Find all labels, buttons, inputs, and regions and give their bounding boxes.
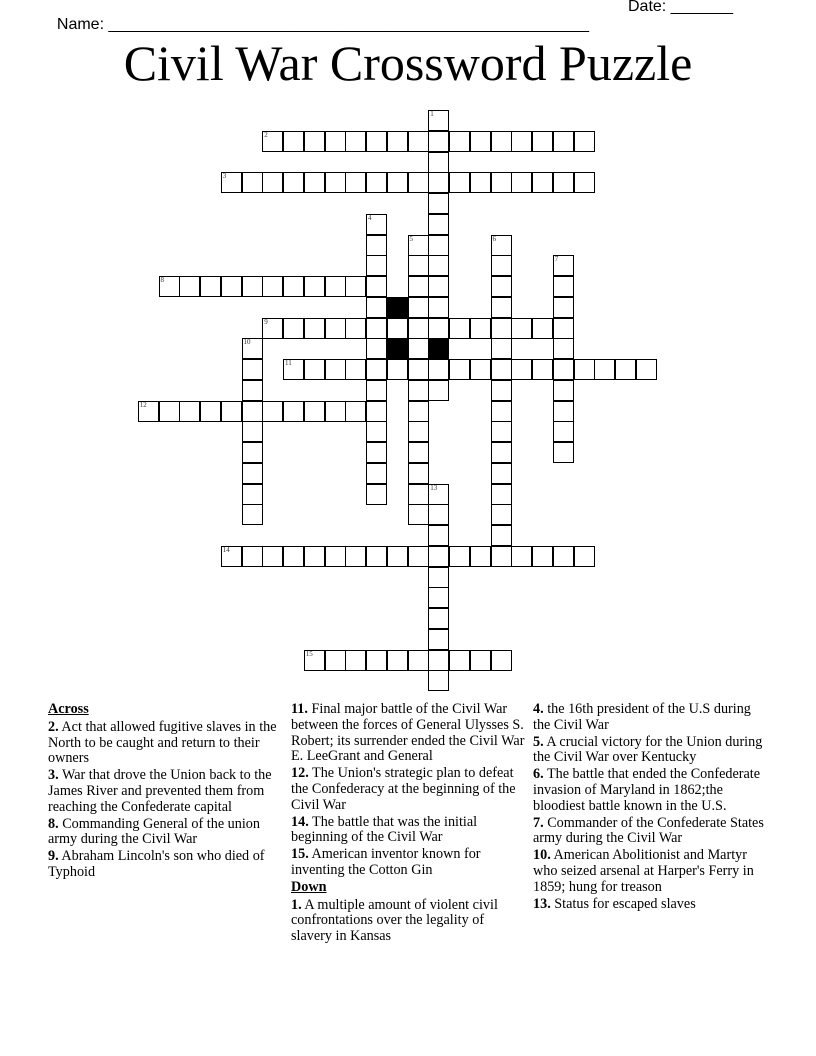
grid-cell[interactable] <box>574 359 595 380</box>
cell-number: 7 <box>554 255 559 264</box>
grid-cell[interactable] <box>491 421 512 442</box>
grid-cell[interactable] <box>511 359 532 380</box>
grid-cell[interactable] <box>283 359 304 380</box>
grid-cell[interactable] <box>366 338 387 359</box>
grid-cell[interactable] <box>553 421 574 442</box>
grid-cell[interactable] <box>408 421 429 442</box>
clues-column-3 <box>533 702 769 913</box>
grid-cell[interactable] <box>511 318 532 339</box>
grid-cell[interactable] <box>366 172 387 193</box>
grid-cell[interactable] <box>553 338 574 359</box>
clues-column-1 <box>48 702 284 882</box>
grid-cell[interactable] <box>408 359 429 380</box>
grid-cell[interactable] <box>387 131 408 152</box>
grid-cell[interactable] <box>304 318 325 339</box>
grid-cell[interactable] <box>221 276 242 297</box>
grid-cell[interactable] <box>387 546 408 567</box>
grid-cell[interactable] <box>366 214 387 235</box>
grid-cell[interactable] <box>408 380 429 401</box>
clue-across-8: 8. Commanding General of the union army during the Civil War <box>48 815 260 848</box>
grid-cell[interactable] <box>408 463 429 484</box>
grid-cell[interactable] <box>366 359 387 380</box>
grid-cell[interactable] <box>325 276 346 297</box>
grid-cell[interactable] <box>387 318 408 339</box>
grid-cell[interactable] <box>491 525 512 546</box>
grid-cell[interactable] <box>345 359 366 380</box>
grid-cell[interactable] <box>408 172 429 193</box>
grid-cell[interactable] <box>428 318 449 339</box>
grid-cell[interactable] <box>408 401 429 422</box>
grid-cell[interactable] <box>553 380 574 401</box>
grid-cell[interactable] <box>242 172 263 193</box>
grid-cell[interactable] <box>179 276 200 297</box>
cell-number: 13 <box>430 483 438 492</box>
grid-cell[interactable] <box>345 318 366 339</box>
grid-cell[interactable] <box>200 401 221 422</box>
grid-cell[interactable] <box>553 359 574 380</box>
grid-cell[interactable] <box>428 110 449 131</box>
grid-cell[interactable] <box>470 172 491 193</box>
grid-cell[interactable] <box>428 525 449 546</box>
grid-cell[interactable] <box>408 338 429 359</box>
cell-number: 10 <box>243 338 251 347</box>
name-field[interactable]: Name: ______________________________________________________ <box>56 16 589 33</box>
grid-cell[interactable] <box>428 380 449 401</box>
grid-cell[interactable] <box>449 650 470 671</box>
grid-cell[interactable] <box>532 359 553 380</box>
grid-cell[interactable] <box>408 276 429 297</box>
grid-cell[interactable] <box>366 484 387 505</box>
clue-across-15: 15. American inventor known for inventing the Cotton Gin <box>291 846 481 878</box>
grid-cell[interactable] <box>221 546 242 567</box>
grid-cell[interactable] <box>325 131 346 152</box>
grid-cell[interactable] <box>428 670 449 691</box>
grid-cell[interactable] <box>491 255 512 276</box>
grid-cell[interactable] <box>428 297 449 318</box>
grid-cell[interactable] <box>470 318 491 339</box>
grid-cell[interactable] <box>366 442 387 463</box>
grid-cell[interactable] <box>470 131 491 152</box>
cell-number: 3 <box>222 172 227 181</box>
black-cell <box>428 338 449 359</box>
grid-cell[interactable] <box>262 401 283 422</box>
grid-cell[interactable] <box>408 484 429 505</box>
grid-cell[interactable] <box>325 318 346 339</box>
cell-number: 12 <box>139 400 147 409</box>
grid-cell[interactable] <box>242 442 263 463</box>
grid-cell[interactable] <box>470 546 491 567</box>
grid-cell[interactable] <box>179 401 200 422</box>
grid-cell[interactable] <box>138 401 159 422</box>
cell-number: 11 <box>285 359 292 367</box>
grid-cell[interactable] <box>449 546 470 567</box>
grid-cell[interactable] <box>159 276 180 297</box>
puzzle-title: Civil War Crossword Puzzle <box>123 35 693 91</box>
grid-cell[interactable] <box>491 131 512 152</box>
grid-cell[interactable] <box>283 318 304 339</box>
grid-cell[interactable] <box>242 338 263 359</box>
grid-cell[interactable] <box>511 546 532 567</box>
grid-cell[interactable] <box>408 546 429 567</box>
grid-cell[interactable] <box>553 442 574 463</box>
grid-cell[interactable] <box>325 546 346 567</box>
grid-cell[interactable] <box>304 131 325 152</box>
grid-cell[interactable] <box>242 380 263 401</box>
grid-cell[interactable] <box>283 546 304 567</box>
cell-number: 5 <box>409 234 413 243</box>
across-heading: Across <box>48 701 89 717</box>
grid-cell[interactable] <box>242 504 263 525</box>
grid-cell[interactable] <box>574 172 595 193</box>
grid-cell[interactable] <box>491 359 512 380</box>
cell-number: 14 <box>222 545 230 554</box>
grid-cell[interactable] <box>366 131 387 152</box>
grid-cell[interactable] <box>428 193 449 214</box>
grid-cell[interactable] <box>325 172 346 193</box>
clue-across-3: 3. War that drove the Union back to the James River and prevented them from reaching the Confederate capital <box>48 767 272 815</box>
grid-cell[interactable] <box>470 650 491 671</box>
clue-across-11: 11. Final major battle of the Civil War between the forces of General Ulysses S. Robert; its surrender ended the Civil War E. LeeGrant and General <box>291 701 525 765</box>
clue-across-14: 14. The battle that was the initial beginning of the Civil War <box>291 813 478 846</box>
cell-number: 8 <box>160 276 164 284</box>
grid-cell[interactable] <box>408 235 429 256</box>
grid-cell[interactable] <box>428 359 449 380</box>
grid-cell[interactable] <box>553 318 574 339</box>
grid-cell[interactable] <box>491 650 512 671</box>
clue-down-1: 1. A multiple amount of violent civil confrontations over the legality of slavery in Kansas <box>291 896 498 945</box>
grid-cell[interactable] <box>366 276 387 297</box>
grid-cell[interactable] <box>511 172 532 193</box>
grid-cell[interactable] <box>345 546 366 567</box>
grid-cell[interactable] <box>553 276 574 297</box>
grid-cell[interactable] <box>325 359 346 380</box>
grid-cell[interactable] <box>366 650 387 671</box>
grid-cell[interactable] <box>408 442 429 463</box>
grid-cell[interactable] <box>283 401 304 422</box>
grid-cell[interactable] <box>242 463 263 484</box>
grid-cell[interactable] <box>366 235 387 256</box>
grid-cell[interactable] <box>428 276 449 297</box>
grid-cell[interactable] <box>387 650 408 671</box>
clue-down-6: 6. The battle that ended the Confederate invasion of Maryland in 1862;the bloodiest battle known in the U.S. <box>533 766 761 814</box>
grid-cell[interactable] <box>408 131 429 152</box>
cell-number: 1 <box>430 110 434 118</box>
grid-cell[interactable] <box>532 172 553 193</box>
grid-cell[interactable] <box>449 172 470 193</box>
cell-number: 2 <box>264 130 268 139</box>
grid-cell[interactable] <box>366 297 387 318</box>
grid-cell[interactable] <box>262 276 283 297</box>
down-heading: Down <box>291 878 327 895</box>
date-field[interactable]: Date: _______ <box>628 0 733 15</box>
grid-cell[interactable] <box>242 276 263 297</box>
grid-cell[interactable] <box>428 152 449 173</box>
grid-cell[interactable] <box>408 504 429 525</box>
grid-cell[interactable] <box>366 463 387 484</box>
clue-across-12: 12. The Union's strategic plan to defeat the Confederacy at the beginning of the Civil War <box>291 765 516 813</box>
grid-cell[interactable] <box>553 255 574 276</box>
grid-cell[interactable] <box>387 359 408 380</box>
grid-cell[interactable] <box>345 276 366 297</box>
grid-cell[interactable] <box>304 546 325 567</box>
grid-cell[interactable] <box>491 172 512 193</box>
grid-cell[interactable] <box>283 172 304 193</box>
grid-cell[interactable] <box>345 401 366 422</box>
grid-cell[interactable] <box>428 214 449 235</box>
grid-cell[interactable] <box>345 650 366 671</box>
grid-cell[interactable] <box>428 484 449 505</box>
grid-cell[interactable] <box>366 380 387 401</box>
grid-cell[interactable] <box>491 484 512 505</box>
grid-cell[interactable] <box>491 338 512 359</box>
grid-cell[interactable] <box>553 401 574 422</box>
grid-cell[interactable] <box>387 172 408 193</box>
clue-down-7: 7. Commander of the Confederate States army during the Civil War <box>533 814 764 847</box>
grid-cell[interactable] <box>491 504 512 525</box>
grid-cell[interactable] <box>470 359 491 380</box>
grid-cell[interactable] <box>428 567 449 588</box>
grid-cell[interactable] <box>366 401 387 422</box>
grid-cell[interactable] <box>449 318 470 339</box>
clue-across-2: 2. Act that allowed fugitive slaves in the North to be caught and return to their owners <box>48 718 277 767</box>
grid-cell[interactable] <box>491 276 512 297</box>
grid-cell[interactable] <box>428 131 449 152</box>
grid-cell[interactable] <box>428 172 449 193</box>
cell-number: 6 <box>492 234 496 243</box>
grid-cell[interactable] <box>428 650 449 671</box>
grid-cell[interactable] <box>449 131 470 152</box>
grid-cell[interactable] <box>242 546 263 567</box>
grid-cell[interactable] <box>491 297 512 318</box>
grid-cell[interactable] <box>262 131 283 152</box>
black-cell <box>387 297 408 318</box>
clues-column-2 <box>291 702 527 946</box>
grid-cell[interactable] <box>283 276 304 297</box>
grid-cell[interactable] <box>615 359 636 380</box>
grid-cell[interactable] <box>304 401 325 422</box>
grid-cell[interactable] <box>532 546 553 567</box>
grid-cell[interactable] <box>325 401 346 422</box>
grid-cell[interactable] <box>408 318 429 339</box>
grid-cell[interactable] <box>532 131 553 152</box>
grid-cell[interactable] <box>159 401 180 422</box>
cell-number: 9 <box>264 317 268 326</box>
grid-cell[interactable] <box>553 131 574 152</box>
clue-down-10: 10. American Abolitionist and Martyr who seized arsenal at Harper's Ferry in 1859; hung for treason <box>533 847 754 895</box>
grid-cell[interactable] <box>366 318 387 339</box>
grid-cell[interactable] <box>262 172 283 193</box>
grid-cell[interactable] <box>491 442 512 463</box>
grid-cell[interactable] <box>553 172 574 193</box>
grid-cell[interactable] <box>428 587 449 608</box>
grid-cell[interactable] <box>428 629 449 650</box>
grid-cell[interactable] <box>428 546 449 567</box>
grid-cell[interactable] <box>553 546 574 567</box>
grid-cell[interactable] <box>304 172 325 193</box>
grid-cell[interactable] <box>491 235 512 256</box>
grid-cell[interactable] <box>491 546 512 567</box>
grid-cell[interactable] <box>366 546 387 567</box>
grid-cell[interactable] <box>511 131 532 152</box>
grid-cell[interactable] <box>408 255 429 276</box>
clue-down-13: 13. Status for escaped slaves <box>533 895 696 912</box>
grid-cell[interactable] <box>242 484 263 505</box>
grid-cell[interactable] <box>262 546 283 567</box>
grid-cell[interactable] <box>304 359 325 380</box>
grid-cell[interactable] <box>408 650 429 671</box>
grid-cell[interactable] <box>636 359 657 380</box>
grid-cell[interactable] <box>242 401 263 422</box>
grid-cell[interactable] <box>491 380 512 401</box>
grid-cell[interactable] <box>200 276 221 297</box>
clue-across-9: 9. Abraham Lincoln's son who died of Typhoid <box>48 848 265 880</box>
grid-cell[interactable] <box>491 401 512 422</box>
grid-cell[interactable] <box>221 401 242 422</box>
grid-cell[interactable] <box>449 359 470 380</box>
grid-cell[interactable] <box>594 359 615 380</box>
grid-cell[interactable] <box>428 504 449 525</box>
grid-cell[interactable] <box>304 650 325 671</box>
grid-cell[interactable] <box>262 318 283 339</box>
grid-cell[interactable] <box>345 172 366 193</box>
grid-cell[interactable] <box>304 276 325 297</box>
grid-cell[interactable] <box>574 131 595 152</box>
grid-cell[interactable] <box>242 421 263 442</box>
grid-cell[interactable] <box>532 318 553 339</box>
black-cell <box>387 338 408 359</box>
grid-cell[interactable] <box>553 297 574 318</box>
grid-cell[interactable] <box>345 131 366 152</box>
grid-cell[interactable] <box>283 131 304 152</box>
grid-cell[interactable] <box>428 608 449 629</box>
grid-cell[interactable] <box>366 255 387 276</box>
grid-cell[interactable] <box>491 463 512 484</box>
grid-cell[interactable] <box>428 255 449 276</box>
grid-cell[interactable] <box>491 318 512 339</box>
clue-down-4: 4. the 16th president of the U.S during the Civil War <box>533 701 751 733</box>
clue-down-5: 5. A crucial victory for the Union during the Civil War over Kentucky <box>533 733 763 766</box>
grid-cell[interactable] <box>242 359 263 380</box>
cell-number: 15 <box>305 649 313 658</box>
grid-cell[interactable] <box>428 235 449 256</box>
grid-cell[interactable] <box>408 297 429 318</box>
grid-cell[interactable] <box>574 546 595 567</box>
grid-cell[interactable] <box>221 172 242 193</box>
cell-number: 4 <box>368 213 372 222</box>
grid-cell[interactable] <box>366 421 387 442</box>
grid-cell[interactable] <box>325 650 346 671</box>
